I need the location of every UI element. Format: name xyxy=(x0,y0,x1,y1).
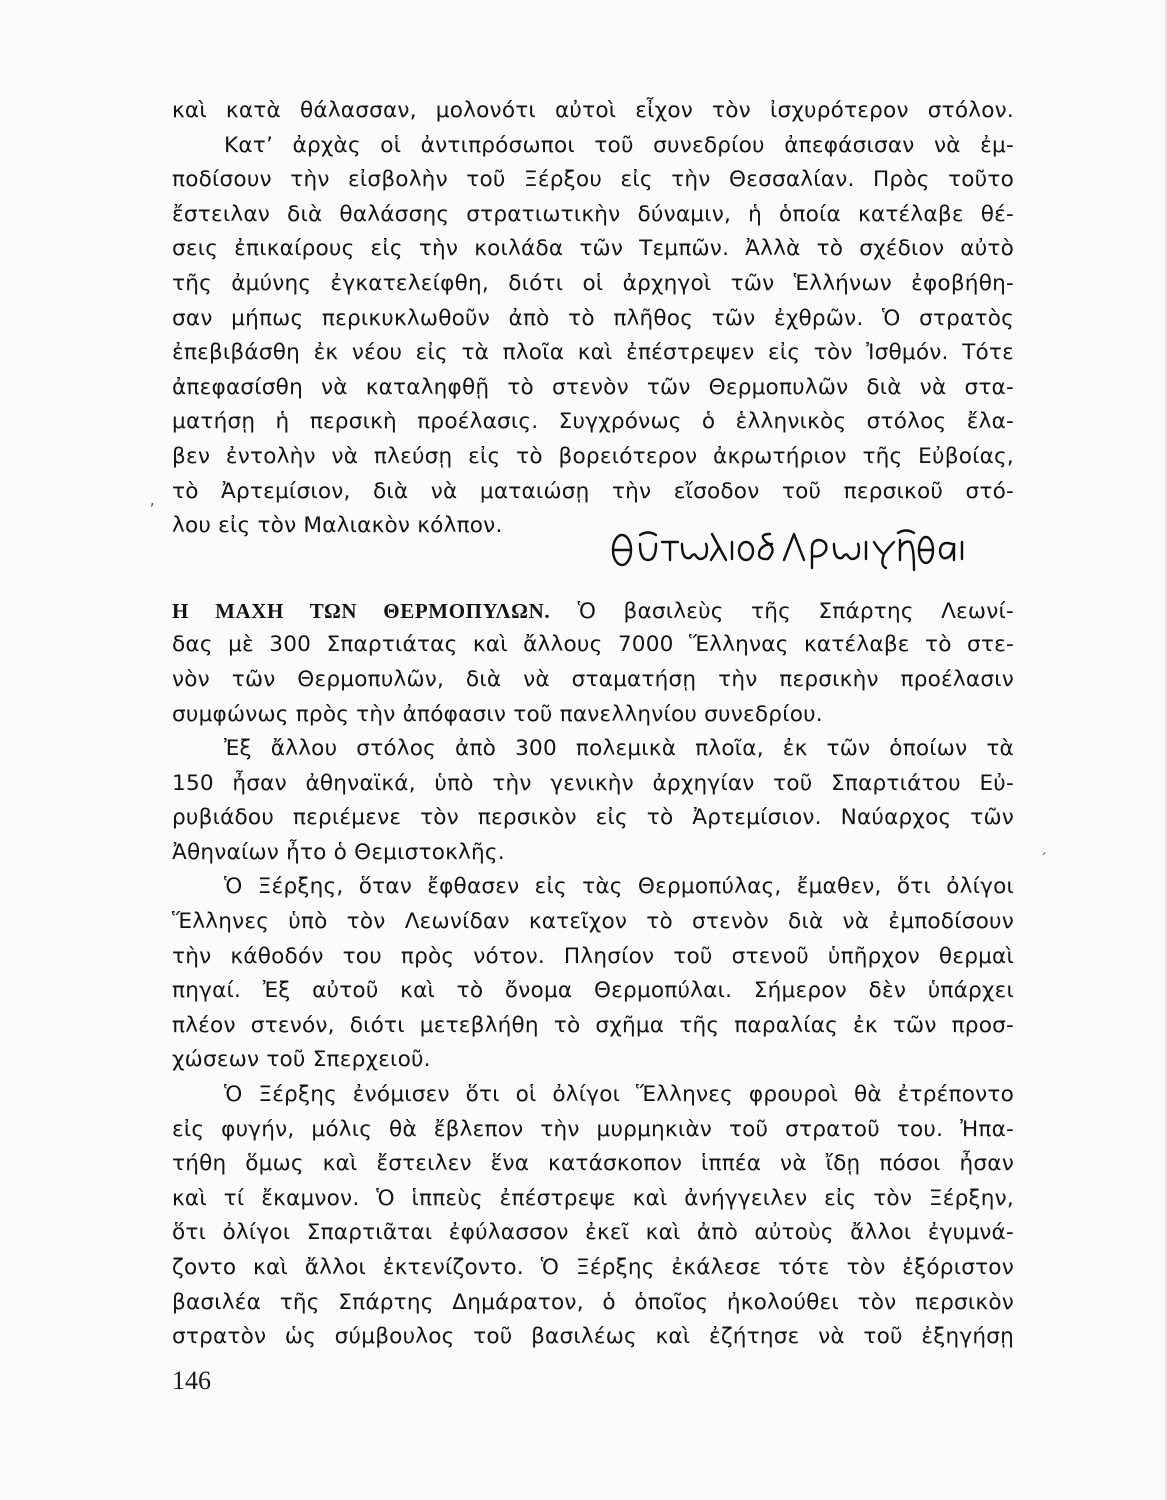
handwritten-annotation xyxy=(608,526,968,572)
text-line: τὴν κάθοδόν του πρὸς νότον. Πλησίον τοῦ στενοῦ ὑπῆρχον θερμαὶ xyxy=(172,943,1014,969)
text-line: σεις ἐπικαίρους εἰς τὴν κοιλάδα τῶν Τεμπῶν. Ἀλλὰ τὸ σχέδιον αὐτὸ xyxy=(172,236,1014,262)
text-line: καὶ κατὰ θάλασσαν, μολονότι αὐτοὶ εἶχον τὸν ἰσχυρότερον στόλον. xyxy=(172,98,1014,123)
text-line: χώσεων τοῦ Σπερχειοῦ. xyxy=(172,1047,431,1073)
text-line: ἀπεφασίσθη νὰ καταληφθῇ τὸ στενὸν τῶν Θερμοπυλῶν διὰ νὰ στα- xyxy=(172,374,1014,400)
text-line: λου εἰς τὸν Μαλιακὸν κόλπον. xyxy=(172,513,503,539)
section-heading: Η ΜΑΧΗ ΤΩΝ ΘΕΡΜΟΠΥΛΩΝ. xyxy=(172,598,551,623)
text-line: ἐπεβιβάσθη ἐκ νέου εἰς τὰ πλοῖα καὶ ἐπέστρεψεν εἰς τὸν Ἰσθμόν. Τότε xyxy=(172,340,1014,366)
text-line: ἔστειλαν διὰ θαλάσσης στρατιωτικὴν δύναμιν, ἡ ὁποία κατέλαβε θέ- xyxy=(172,201,1014,227)
text-line: Ἕλληνες ὑπὸ τὸν Λεωνίδαν κατεῖχον τὸ στενὸν διὰ νὰ ἐμποδίσουν xyxy=(172,909,1014,935)
text-line: τὸ Ἀρτεμίσιον, διὰ νὰ ματαιώσῃ τὴν εἴσοδον τοῦ περσικοῦ στό- xyxy=(172,478,1014,504)
text-line: Ἐξ ἄλλου στόλος ἀπὸ 300 πολεμικὰ πλοῖα, ἐκ τῶν ὁποίων τὰ xyxy=(224,736,1014,762)
margin-mark: ´ xyxy=(1040,852,1047,868)
text-line: συμφώνως πρὸς τὴν ἀπόφασιν τοῦ πανελληνίου συνεδρίου. xyxy=(172,701,823,727)
text-line: νὸν τῶν Θερμοπυλῶν, διὰ νὰ σταματήσῃ τὴν περσικὴν προέλασιν xyxy=(172,666,1014,692)
text-line: καὶ τί ἔκαμνον. Ὁ ἱππεὺς ἐπέστρεψε καὶ ἀνήγγειλεν εἰς τὸν Ξέρξην, xyxy=(172,1185,1014,1211)
text-line: πλέον στενόν, διότι μετεβλήθη τὸ σχῆμα τῆς παραλίας ἐκ τῶν προσ- xyxy=(172,1012,1014,1038)
text-line: εἰς φυγήν, μόλις θὰ ἔβλεπον τὴν μυρμηκιὰν τοῦ στρατοῦ του. Ἠπα- xyxy=(172,1116,1014,1142)
text-line: Ἀθηναίων ἦτο ὁ Θεμιστοκλῆς. xyxy=(172,839,505,865)
text-line: ποδίσουν τὴν εἰσβολὴν τοῦ Ξέρξου εἰς τὴν Θεσσαλίαν. Πρὸς τοῦτο xyxy=(172,167,1014,193)
section-heading-line xyxy=(172,594,1014,629)
text-line: 150 ἦσαν ἀθηναϊκά, ὑπὸ τὴν γενικὴν ἀρχηγίαν τοῦ Σπαρτιάτου Εὐ- xyxy=(172,770,1014,796)
text-line: ρυβιάδου περιέμενε τὸν περσικὸν εἰς τὸ Ἀρτεμίσιον. Ναύαρχος τῶν xyxy=(172,805,1014,831)
text-line: Ὁ Ξέρξης ἐνόμισεν ὅτι οἱ ὀλίγοι Ἕλληνες φρουροὶ θὰ ἐτρέποντο xyxy=(224,1082,1014,1108)
text-line: τήθη ὅμως καὶ ἔστειλεν ἕνα κατάσκοπον ἱππέα νὰ ἴδῃ πόσοι ἦσαν xyxy=(172,1151,1014,1177)
text-line: πηγαί. Ἐξ αὐτοῦ καὶ τὸ ὄνομα Θερμοπύλαι. Σήμερον δὲν ὑπάρχει xyxy=(172,978,1014,1004)
text-line: ὅτι ὀλίγοι Σπαρτιᾶται ἐφύλασσον ἐκεῖ καὶ ἀπὸ αὐτοὺς ἄλλοι ἐγυμνά- xyxy=(172,1220,1014,1246)
text-line: στρατὸν ὡς σύμβουλος τοῦ βασιλέως καὶ ἐζήτησε νὰ τοῦ ἐξηγήσῃ xyxy=(172,1324,1014,1350)
text-line: δας μὲ 300 Σπαρτιάτας καὶ ἄλλους 7000 Ἕλληνας κατέλαβε τὸ στε- xyxy=(172,632,1014,658)
margin-mark: , xyxy=(150,493,155,509)
text-line: τῆς ἀμύνης ἐγκατελείφθη, διότι οἱ ἀρχηγοὶ τῶν Ἑλλήνων ἐφοβήθη- xyxy=(172,270,1014,296)
text-line: βεν ἐντολὴν νὰ πλεύσῃ εἰς τὸ βορειότερον ἀκρωτήριον τῆς Εὐβοίας, xyxy=(172,443,1014,469)
page-number: 146 xyxy=(172,1366,211,1395)
text-segment: Ὁ βασιλεὺς τῆς Σπάρτης Λεωνί- xyxy=(577,598,1014,624)
text-line: βασιλέα τῆς Σπάρτης Δημάρατον, ὁ ὁποῖος ἠκολούθει τὸν περσικὸν xyxy=(172,1289,1014,1315)
text-line: ζοντο καὶ ἄλλοι ἐκτενίζοντο. Ὁ Ξέρξης ἐκάλεσε τότε τὸν ἐξόριστον xyxy=(172,1255,1014,1280)
text-column xyxy=(172,94,1014,1355)
text-line: Ὁ Ξέρξης, ὅταν ἔφθασεν εἰς τὰς Θερμοπύλας, ἔμαθεν, ὅτι ὀλίγοι xyxy=(224,874,1014,900)
text-line: σαν μήπως περικυκλωθοῦν ἀπὸ τὸ πλῆθος τῶν ἐχθρῶν. Ὁ στρατὸς xyxy=(172,305,1014,331)
text-line: Κατ’ ἀρχὰς οἱ ἀντιπρόσωποι τοῦ συνεδρίου ἀπεφάσισαν νὰ ἐμ- xyxy=(224,132,1014,158)
text-line: ματήσῃ ἡ περσικὴ προέλασις. Συγχρόνως ὁ ἑλληνικὸς στόλος ἔλα- xyxy=(172,409,1014,435)
